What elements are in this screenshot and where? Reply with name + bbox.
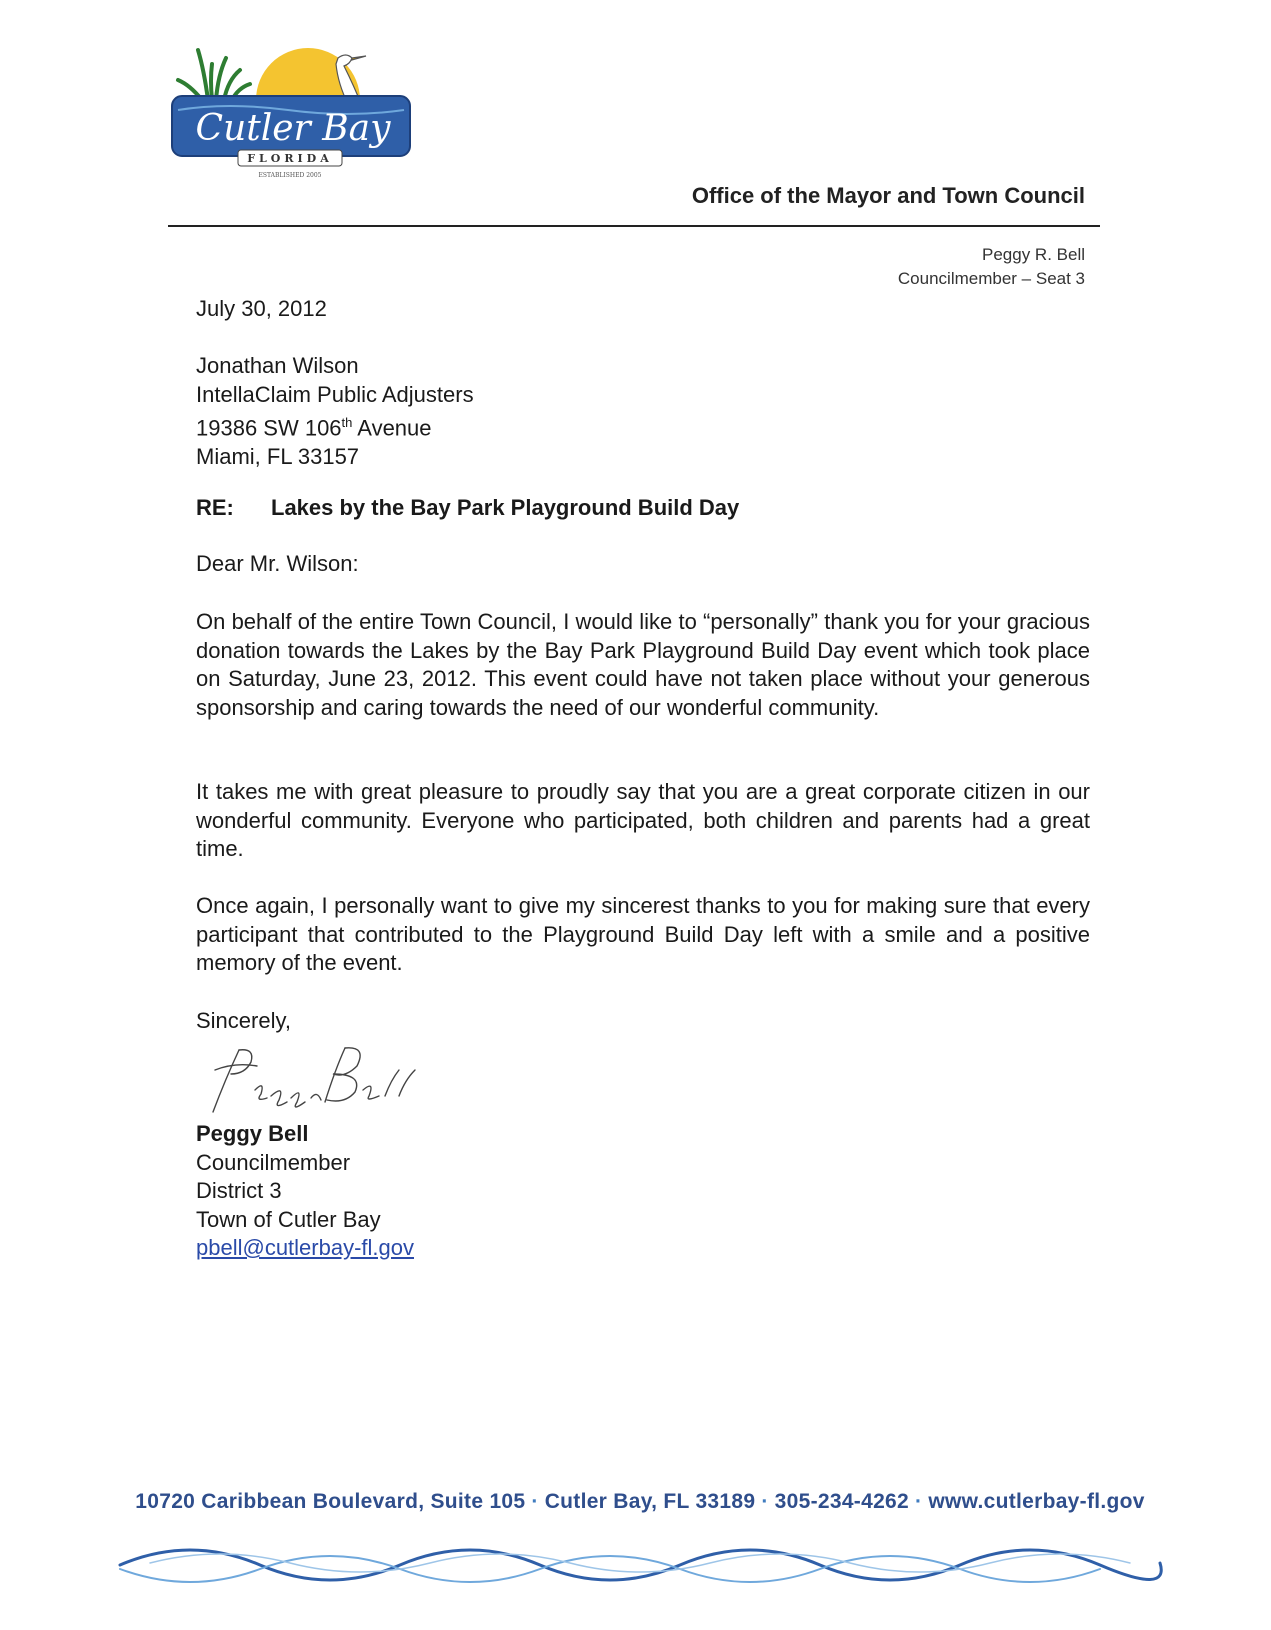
footer-website[interactable]: www.cutlerbay-fl.gov [928, 1490, 1145, 1513]
signer-name: Peggy Bell [196, 1121, 309, 1146]
street-number: 19386 SW 106 [196, 415, 342, 441]
footer-separator: · [915, 1490, 923, 1513]
logo-name: Cutler Bay [195, 108, 391, 149]
letter-date: July 30, 2012 [196, 296, 327, 321]
signature-block [196, 1120, 414, 1263]
street-suffix: th [341, 415, 353, 430]
footer-separator: · [761, 1490, 769, 1513]
subject-text: Lakes by the Bay Park Playground Build Day [271, 495, 740, 520]
body-paragraph-1: On behalf of the entire Town Council, I would like to “personally” thank you for your gracious donation towards the Lakes by the Bay Park Playground Build Day event which took place on Saturday, June 23, 2012. This event could have not taken place without your generous sponsorship and caring towards the need of our wonderful community. [196, 609, 1090, 720]
body-paragraph-2: It takes me with great pleasure to proudly say that you are a great corporate citizen in our wonderful community. Everyone who participated, both children and parents had a great time. [196, 779, 1090, 861]
recipient-city: Miami, FL 33157 [196, 443, 360, 469]
footer-separator: · [531, 1490, 539, 1513]
cutler-bay-logo [168, 40, 418, 185]
recipient-street [196, 409, 474, 443]
logo-state: FLORIDA [247, 152, 333, 165]
sender-title: Councilmember – Seat 3 [897, 269, 1085, 288]
recipient-name: Jonathan Wilson [196, 353, 359, 378]
footer-city: Cutler Bay, FL 33189 [544, 1490, 756, 1513]
footer-phone: 305-234-4262 [774, 1490, 910, 1513]
signer-organization: Town of Cutler Bay [196, 1206, 381, 1232]
recipient-company: IntellaClaim Public Adjusters [196, 381, 474, 407]
closing: Sincerely, [196, 1008, 291, 1033]
sender-block [760, 243, 1085, 291]
footer-contact [100, 1490, 1180, 1514]
header-divider [168, 225, 1100, 227]
recipient-address [196, 352, 474, 471]
subject-line [196, 495, 739, 521]
signer-email-link[interactable]: pbell@cutlerbay-fl.gov [196, 1235, 414, 1260]
footer-wave-decoration [100, 1535, 1180, 1590]
street-name: Avenue [352, 415, 432, 441]
logo-grass [178, 50, 250, 100]
footer-address: 10720 Caribbean Boulevard, Suite 105 [135, 1490, 526, 1513]
body-paragraph-3: Once again, I personally want to give my sincerest thanks to you for making sure that every participant that contributed to the Playground Build Day left with a smile and a positive memory of the event. [196, 893, 1090, 975]
signer-district: District 3 [196, 1178, 282, 1203]
logo-established: ESTABLISHED 2005 [258, 172, 322, 179]
sender-name: Peggy R. Bell [982, 245, 1085, 264]
salutation: Dear Mr. Wilson: [196, 551, 359, 576]
office-title: Office of the Mayor and Town Council [691, 183, 1085, 208]
subject-label: RE: [196, 495, 234, 520]
handwritten-signature [195, 1040, 425, 1115]
signer-title: Councilmember [196, 1149, 351, 1175]
